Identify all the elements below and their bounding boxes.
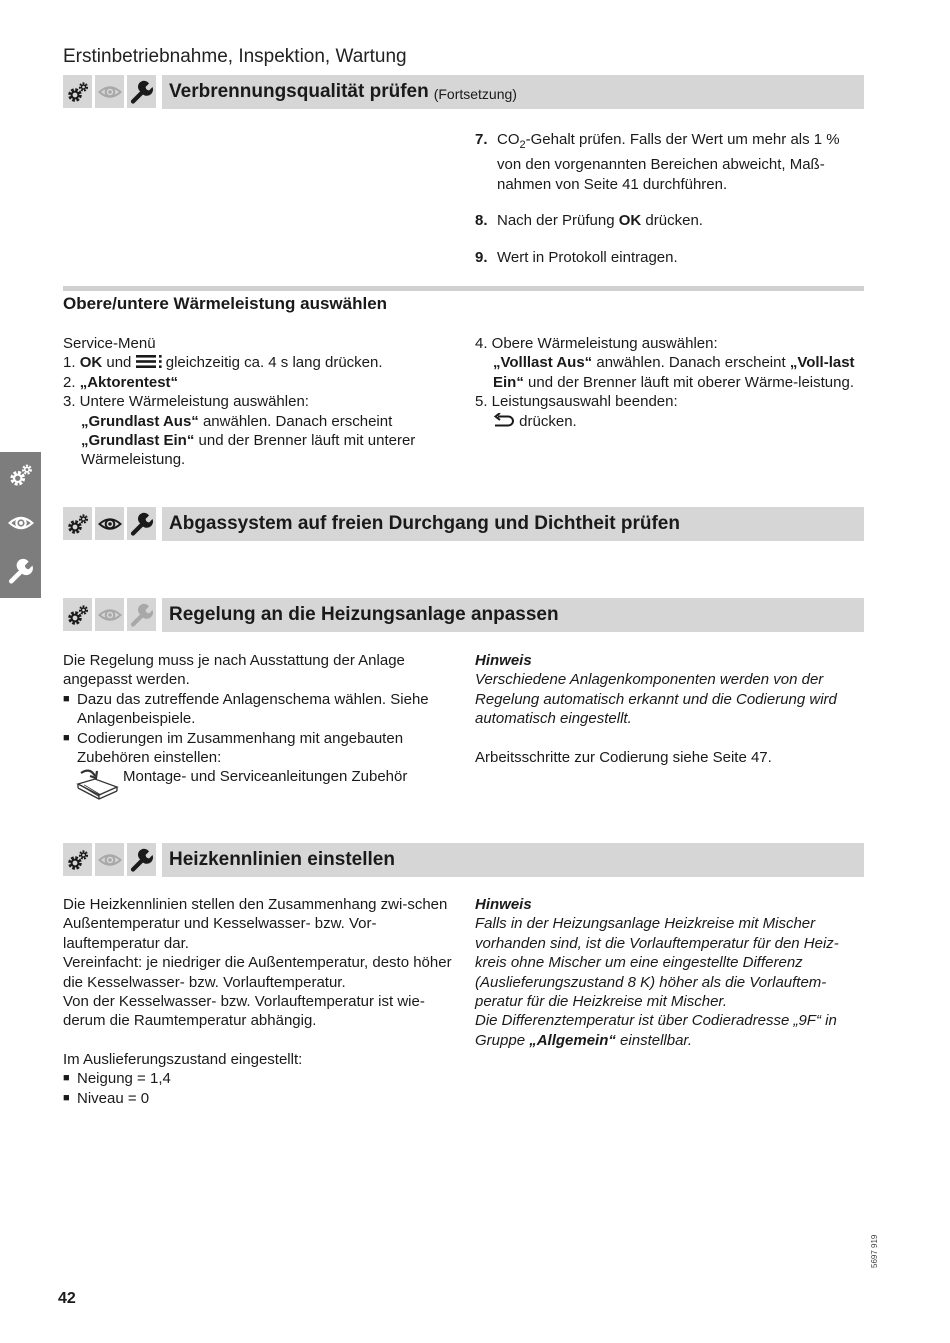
instruction-3-detail: „Grundlast Aus“ anwählen. Danach erscheint „Grundlast Ein“ und der Brenner läuft mit unterer Wärmeleistung. bbox=[81, 412, 416, 469]
divider bbox=[63, 286, 864, 291]
section-title: Heizkennlinien einstellen bbox=[169, 849, 395, 870]
instruction-4-detail: „Volllast Aus“ anwählen. Danach erscheint „Voll-last Ein“ und der Brenner läuft mit oberer Wärme-leistung. bbox=[493, 354, 855, 391]
wrench-icon bbox=[8, 558, 34, 584]
instruction-2: 2. „Aktorentest“ bbox=[63, 373, 179, 391]
paragraph: Arbeitsschritte zur Codierung siehe Seite 47. bbox=[475, 748, 772, 766]
paragraph: Im Auslieferungszustand eingestellt: bbox=[63, 1050, 303, 1068]
book-reference-icon bbox=[75, 767, 121, 801]
section-header-verbrennung bbox=[162, 75, 864, 109]
hint-text: Die Differenztemperatur ist über Codieradresse „9F“ in Gruppe „Allgemein“ einstellbar. bbox=[475, 1012, 837, 1049]
section-header-abgas bbox=[162, 507, 864, 541]
wrench-icon bbox=[127, 598, 156, 631]
section-header-regelung bbox=[162, 598, 864, 632]
step-9: 9. Wert in Protokoll eintragen. bbox=[475, 248, 678, 266]
section-title: Verbrennungsqualität prüfen bbox=[169, 81, 429, 102]
hint-title: Hinweis bbox=[475, 652, 532, 669]
section-title: Regelung an die Heizungsanlage anpassen bbox=[169, 604, 559, 625]
step-8: 8. Nach der Prüfung OK drücken. bbox=[475, 212, 703, 230]
book-reference: Montage- und Serviceanleitungen Zubehör bbox=[63, 767, 458, 801]
page-number: 42 bbox=[58, 1290, 76, 1307]
eye-icon bbox=[95, 507, 124, 540]
eye-icon bbox=[8, 510, 34, 536]
paragraph: Die Regelung muss je nach Ausstattung der Anlage angepasst werden. bbox=[63, 652, 405, 689]
gear-icon bbox=[63, 598, 92, 631]
heiz-right-column bbox=[475, 895, 865, 1050]
waerme-left-column bbox=[63, 334, 458, 470]
section-icons bbox=[63, 75, 156, 108]
section-icons bbox=[63, 598, 156, 631]
heiz-left-column bbox=[63, 895, 458, 1108]
side-tab bbox=[0, 452, 41, 598]
instruction-3: 3. Untere Wärmeleistung auswählen: bbox=[63, 393, 309, 411]
paragraph: Von der Kesselwasser- bzw. Vorlauftemperatur ist wie-derum die Raumtemperatur abhängig. bbox=[63, 993, 425, 1030]
eye-icon bbox=[95, 75, 124, 108]
paragraph: Vereinfacht: je niedriger die Außentemperatur, desto höher die Kesselwasser- bzw. Vorlauftemperatur. bbox=[63, 954, 452, 991]
list-item: ■ Niveau = 0 bbox=[63, 1089, 150, 1107]
regelung-right-column bbox=[475, 651, 865, 767]
gear-icon bbox=[8, 462, 34, 488]
list-item: ■ Neigung = 1,4 bbox=[63, 1070, 171, 1088]
section-suffix: (Fortsetzung) bbox=[433, 86, 517, 102]
chapter-title: Erstinbetriebnahme, Inspektion, Wartung bbox=[63, 46, 407, 67]
gear-icon bbox=[63, 843, 92, 876]
list-item: ■ Dazu das zutreffende Anlagenschema wählen. Siehe Anlagenbeispiele. bbox=[63, 690, 429, 728]
wrench-icon bbox=[127, 75, 156, 108]
instruction-5-detail: drücken. bbox=[475, 412, 865, 431]
wrench-icon bbox=[127, 843, 156, 876]
eye-icon bbox=[95, 598, 124, 631]
waerme-right-column bbox=[475, 334, 865, 431]
gear-icon bbox=[63, 75, 92, 108]
service-menu-label: Service-Menü bbox=[63, 335, 156, 352]
section-icons bbox=[63, 507, 156, 540]
instruction-5: 5. Leistungsauswahl beenden: bbox=[475, 393, 678, 411]
hint-title: Hinweis bbox=[475, 896, 532, 913]
instruction-1: 1. OK und gleichzeitig ca. 4 s lang drücken. bbox=[63, 354, 383, 372]
menu-icon bbox=[136, 354, 162, 369]
list-item: ■ Codierungen im Zusammenhang mit angebauten Zubehören einstellen: bbox=[63, 729, 404, 767]
instruction-4: 4. Obere Wärmeleistung auswählen: bbox=[475, 335, 718, 352]
hint-text: Falls in der Heizungsanlage Heizkreise mit Mischer vorhanden sind, ist die Vorlauftemperatur für den Heiz-kreis ohne Mischer um eine eingestellte Differenz (Auslieferungszustand 8 K) höher als die Vorlauftem-peratur für die Heizkreise mit Mischer. bbox=[475, 915, 839, 1011]
document-number: 5697 919 bbox=[870, 1234, 879, 1268]
regelung-left-column bbox=[63, 651, 458, 801]
section-title: Abgassystem auf freien Durchgang und Dichtheit prüfen bbox=[169, 513, 680, 534]
section-icons bbox=[63, 843, 156, 876]
back-arrow-icon bbox=[493, 413, 515, 428]
hint-text: Verschiedene Anlagenkomponenten werden von der Regelung automatisch erkannt und die Codierung wird automatisch eingestellt. bbox=[475, 671, 837, 728]
wrench-icon bbox=[127, 507, 156, 540]
eye-icon bbox=[95, 843, 124, 876]
subsection-title: Obere/untere Wärmeleistung auswählen bbox=[63, 294, 388, 313]
step-7: 7. $CO_2$-Gehalt prüfen. Falls der Wert um mehr als 1 % von den vorgenannten Bereichen abweicht, Maß-nahmen von Seite 41 durchführen. bbox=[475, 131, 840, 193]
paragraph: Die Heizkennlinien stellen den Zusammenhang zwi-schen Außentemperatur und Kesselwasser- bzw. Vor-lauftemperatur dar. bbox=[63, 896, 448, 952]
step-list bbox=[475, 130, 865, 284]
section-header-heizkennlinien bbox=[162, 843, 864, 877]
gear-icon bbox=[63, 507, 92, 540]
